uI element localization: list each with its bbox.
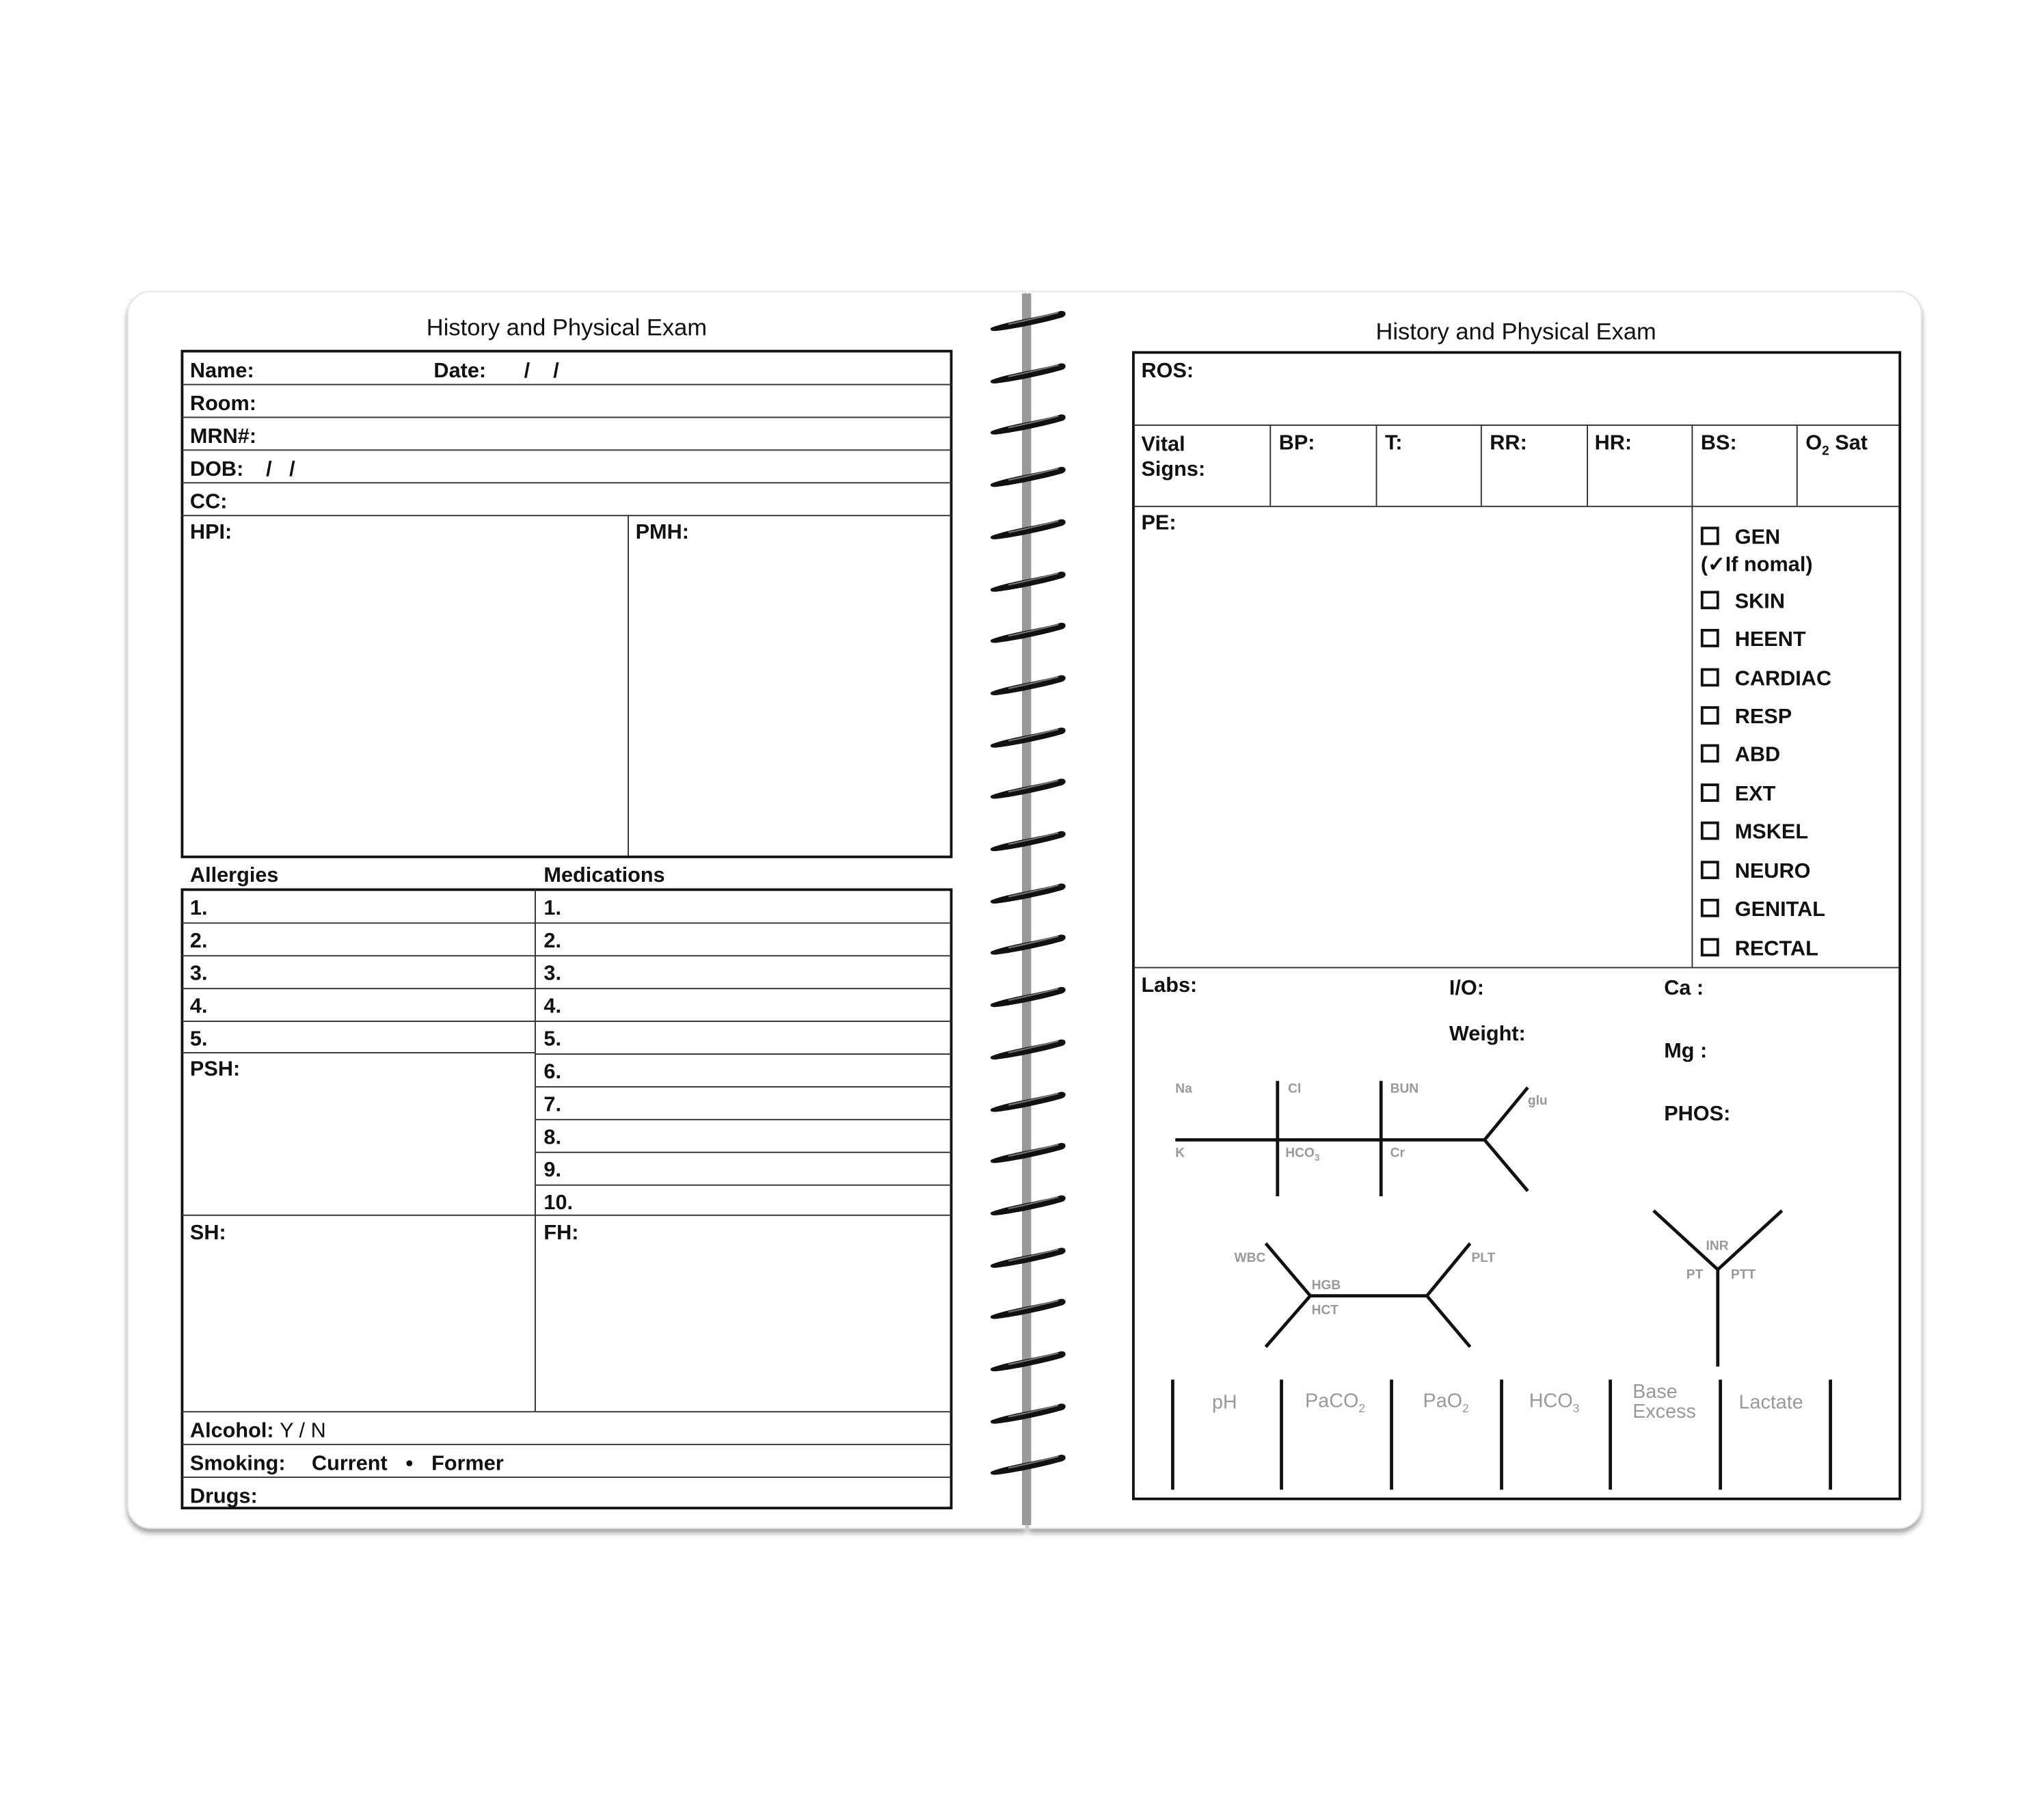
wbc-label: WBC (1234, 1251, 1266, 1266)
bmp-glu-branch-down (1485, 1140, 1528, 1191)
smoking-label: Smoking: (189, 1453, 286, 1476)
rr-field[interactable]: RR: (1490, 432, 1527, 455)
medication-row[interactable]: 2. (543, 930, 562, 953)
dob-slashes: / / (266, 458, 295, 481)
paco2-text: PaCO (1305, 1390, 1359, 1413)
checklist-label: RECTAL (1734, 938, 1818, 960)
mrn-field[interactable]: MRN#: (189, 425, 257, 448)
temp-field[interactable]: T: (1384, 432, 1403, 455)
abg-hco3-subscript: 3 (1572, 1401, 1580, 1416)
checklist-label: GEN (1734, 526, 1781, 550)
o2-subscript: 2 (1822, 444, 1829, 459)
cbc-left-up (1266, 1243, 1310, 1296)
labs-field[interactable]: Labs: (1141, 975, 1198, 997)
paco2-label (1305, 1390, 1365, 1415)
dob-field[interactable]: DOB: (189, 458, 244, 481)
allergy-row[interactable]: 5. (189, 1028, 208, 1051)
cbc-left-down (1266, 1296, 1310, 1347)
medication-row[interactable]: 1. (543, 897, 562, 920)
hco3-label (1285, 1146, 1319, 1163)
vital-label-line1: Vital (1141, 433, 1185, 457)
checklist-label: MSKEL (1734, 821, 1809, 844)
right-page-title: History and Physical Exam (1375, 318, 1656, 345)
medication-row[interactable]: 9. (543, 1159, 562, 1182)
hco3-subscript: 3 (1314, 1154, 1320, 1164)
pao2-subscript: 2 (1462, 1401, 1469, 1416)
checklist-label: NEURO (1734, 861, 1811, 883)
checklist-note: (✓If nomal) (1700, 554, 1813, 577)
checklist-label: RESP (1734, 706, 1792, 729)
plt-label: PLT (1471, 1251, 1496, 1266)
paco2-subscript: 2 (1358, 1401, 1365, 1416)
sat-label: Sat (1835, 432, 1868, 455)
phos-field[interactable]: PHOS: (1664, 1103, 1731, 1126)
checklist-label: SKIN (1734, 591, 1785, 614)
ptt-label: PTT (1730, 1268, 1756, 1283)
inr-label: INR (1706, 1239, 1729, 1254)
pao2-label (1423, 1390, 1469, 1415)
date-field[interactable]: Date: (433, 360, 487, 383)
allergy-row[interactable]: 4. (189, 995, 208, 1019)
hpi-field[interactable]: HPI: (189, 521, 232, 544)
cr-label: Cr (1390, 1146, 1405, 1161)
vital-label-line2: Signs: (1141, 458, 1206, 481)
medication-row[interactable]: 4. (543, 995, 562, 1019)
medication-row[interactable]: 8. (543, 1127, 562, 1149)
hr-field[interactable]: HR: (1594, 432, 1632, 455)
room-field[interactable]: Room: (189, 393, 257, 416)
k-label: K (1175, 1146, 1185, 1161)
checklist-label: HEENT (1734, 629, 1806, 651)
pao2-text: PaO (1423, 1390, 1463, 1413)
bullet: • (405, 1453, 414, 1476)
bmp-glu-branch-up (1485, 1088, 1528, 1140)
medication-row[interactable]: 7. (543, 1094, 562, 1117)
medication-row[interactable]: 5. (543, 1028, 562, 1051)
allergy-row[interactable]: 3. (189, 962, 208, 986)
hco3-text: HCO (1285, 1146, 1315, 1161)
smoking-former[interactable]: Former (431, 1453, 504, 1476)
psh-field[interactable]: PSH: (189, 1058, 241, 1081)
pmh-field[interactable]: PMH: (635, 521, 689, 544)
na-label: Na (1175, 1082, 1192, 1097)
bun-label: BUN (1390, 1082, 1419, 1097)
ros-field[interactable]: ROS: (1141, 360, 1194, 383)
hgb-label: HGB (1311, 1278, 1341, 1293)
ca-field[interactable]: Ca : (1664, 977, 1704, 1000)
bp-field[interactable]: BP: (1278, 432, 1315, 455)
bs-field[interactable]: BS: (1700, 432, 1737, 455)
glu-label: glu (1527, 1094, 1548, 1109)
lactate-label: Lactate (1738, 1391, 1803, 1414)
sh-field[interactable]: SH: (189, 1222, 226, 1245)
cc-field[interactable]: CC: (189, 491, 228, 514)
cl-label: Cl (1288, 1082, 1302, 1097)
checklist-label: CARDIAC (1734, 668, 1832, 691)
ph-label: pH (1211, 1391, 1237, 1414)
pe-field[interactable]: PE: (1141, 512, 1176, 535)
alcohol-label: Alcohol: (189, 1420, 274, 1443)
checklist-label: EXT (1734, 783, 1776, 806)
pt-label: PT (1686, 1268, 1704, 1283)
cbc-right-up (1427, 1243, 1470, 1296)
excess-text: Excess (1632, 1400, 1696, 1423)
medication-row[interactable]: 3. (543, 962, 562, 986)
abg-hco3-text: HCO (1529, 1390, 1573, 1413)
abg-hco3-label (1529, 1390, 1580, 1415)
o2-label: O (1805, 432, 1823, 455)
weight-field[interactable]: Weight: (1449, 1023, 1526, 1046)
medications-heading: Medications (543, 865, 665, 887)
fh-field[interactable]: FH: (543, 1222, 579, 1245)
medication-row[interactable]: 6. (543, 1061, 562, 1084)
name-field[interactable]: Name: (189, 360, 254, 383)
alcohol-options[interactable]: Y / N (280, 1420, 326, 1443)
hct-label: HCT (1311, 1304, 1339, 1319)
allergy-row[interactable]: 1. (189, 897, 208, 920)
medication-row[interactable]: 10. (543, 1192, 574, 1215)
mg-field[interactable]: Mg : (1664, 1040, 1708, 1063)
allergies-heading: Allergies (189, 865, 279, 887)
cbc-right-down (1427, 1296, 1470, 1347)
checklist-label: GENITAL (1734, 898, 1826, 921)
smoking-current[interactable]: Current (311, 1453, 388, 1476)
drugs-field[interactable]: Drugs: (189, 1485, 258, 1509)
date-slashes: / / (524, 360, 559, 383)
allergy-row[interactable]: 2. (189, 930, 208, 953)
io-field[interactable]: I/O: (1449, 977, 1484, 1000)
base-excess-label (1632, 1382, 1696, 1422)
base-text: Base (1632, 1381, 1678, 1403)
checklist-label: ABD (1734, 744, 1781, 767)
left-page-title: History and Physical Exam (426, 314, 708, 341)
